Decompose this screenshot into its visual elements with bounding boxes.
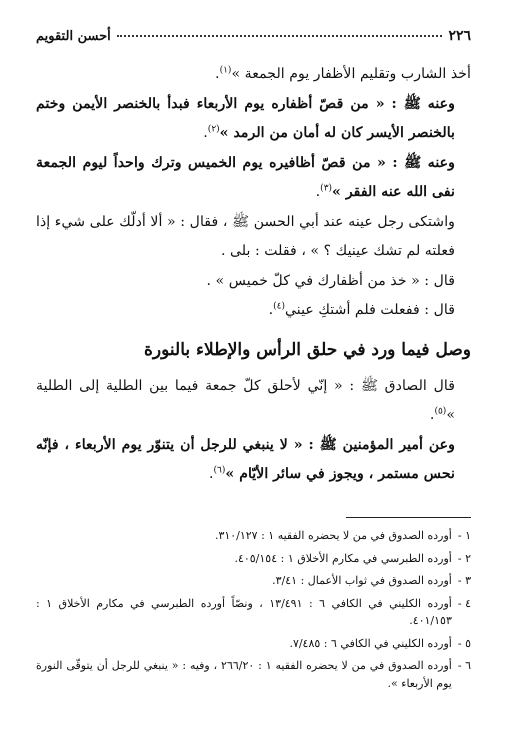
paragraph-lead: وعن — [428, 436, 455, 453]
footnote-ref[interactable]: (٦) — [213, 465, 226, 476]
footnote — [36, 550, 471, 568]
paragraph: واشتكى رجل عينه عند أبي الحسن ﷺ ، فقال : « ألا أدلّك على شيء إذا فعلته لم تشك عينيك ؟ » ، فقلت : بلى . — [36, 213, 455, 259]
paragraph: قال : « خذ من أظفارك في كلّ خميس » . — [206, 272, 455, 289]
footnote-number: ٥ - — [457, 636, 471, 650]
paragraph-text: ﷺ : « من قصّ أظفاره يوم الأربعاء فبدأ بالخنصر الأيمن وختم بالخنصر الأيسر كان له أمان من الرمد » — [36, 95, 455, 141]
punctuation: . — [268, 302, 274, 318]
paragraph — [36, 149, 471, 208]
footnote-ref[interactable]: (٢) — [207, 124, 220, 135]
footnotes — [36, 527, 471, 697]
paragraph — [36, 372, 471, 431]
footnote-text: أورده الكليني في الكافي ٦ : ٧/٤٨٥. — [289, 636, 452, 650]
footnote — [36, 572, 471, 590]
running-title: أحسن التقويم — [36, 29, 111, 44]
footnote-text: أورده الطبرسي في مكارم الأخلاق ١ : ٤٠٥/١٥٤. — [234, 551, 452, 565]
paragraph — [36, 60, 471, 90]
footnote-number: ١ - — [457, 529, 471, 542]
footnote — [36, 657, 471, 692]
footnote-text: أورده الصدوق في ثواب الأعمال : ٣/٤١. — [272, 574, 452, 587]
punctuation: . — [315, 184, 321, 200]
page-number: ٢٢٦ — [448, 28, 471, 44]
footnote-ref[interactable]: (٤) — [273, 301, 285, 312]
paragraph-text: قال الصادق ﷺ : « إنّي لأحلق كلّ جمعة فيما بين الطلية إلى الطلية » — [36, 377, 455, 423]
punctuation: . — [203, 125, 208, 141]
footnote — [36, 595, 471, 630]
paragraph — [36, 90, 471, 149]
main-text — [36, 60, 471, 490]
running-header — [36, 28, 471, 44]
footnote-number: ٦ - — [457, 659, 471, 672]
punctuation: . — [215, 66, 220, 82]
paragraph-text: أخذ الشارب وتقليم الأظفار يوم الجمعة » — [231, 66, 471, 82]
paragraph-text: ﷺ : « من قصّ أظافيره يوم الخميس وترك واحداً ليوم الجمعة نفى الله عنه الفقر » — [36, 154, 455, 200]
footnote-number: ٣ - — [457, 574, 471, 587]
paragraph-lead: وعنه — [427, 154, 455, 171]
footnote-text: أورده الكليني في الكافي ٦ : ١٣/٤٩١ ، ونصّاً أورده الطبرسي في مكارم الأخلاق ١ : ٤٠١/١٥٣. — [36, 596, 452, 627]
footnote — [36, 635, 471, 653]
footnote-ref[interactable]: (٥) — [434, 406, 447, 417]
footnote-ref[interactable]: (١) — [219, 65, 232, 76]
footnote-text: أورده الصدوق في من لا يحضره الفقيه ١ : ٣١٠/١٢٧. — [214, 529, 452, 542]
paragraph-lead: وعنه — [427, 95, 455, 112]
footnote-number: ٢ - — [457, 551, 471, 565]
footnote — [36, 527, 471, 545]
paragraph — [36, 296, 471, 326]
footnote-ref[interactable]: (٣) — [320, 183, 333, 194]
punctuation: . — [209, 466, 214, 482]
header-dot-leader — [117, 35, 443, 37]
punctuation: . — [429, 407, 435, 423]
paragraph-text: قال : ففعلت فلم أشتكِ عيني — [284, 302, 455, 318]
footnote-separator — [346, 517, 471, 518]
paragraph-text: أمير المؤمنين ﷺ : « لا ينبغي للرجل أن يتنوّر يوم الأربعاء ، فإنّه نحس مستمر ، ويجوز في سائر الأيّام » — [36, 436, 455, 482]
footnote-number: ٤ - — [457, 596, 471, 610]
footnote-text: أورده الصدوق في من لا يحضره الفقيه ١ : ٢٦٦/٢٠ ، وفيه : « ينبغي للرجل أن يتوقّى النورة يوم الأربعاء ». — [36, 659, 452, 690]
section-heading: وصل فيما ورد في حلق الرأس والإطلاء بالنورة — [144, 339, 471, 360]
paragraph — [36, 431, 471, 490]
